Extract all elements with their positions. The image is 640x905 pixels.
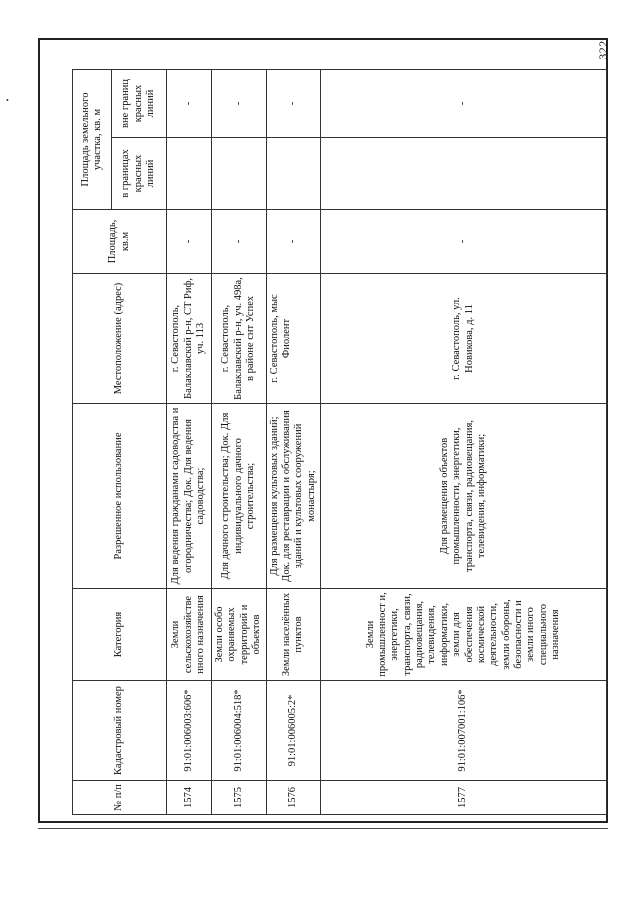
cell-permitted-use: Для ведения гражданами садоводства и огородничества; Док. Для ведения садоводства; xyxy=(167,404,212,589)
header-plot-area-group: Площадь земельного участка, кв. м xyxy=(73,69,112,209)
cell-cadastral: 91:01:007001:106* xyxy=(321,681,607,781)
cell-area: - xyxy=(321,210,607,274)
table-row xyxy=(321,69,607,814)
header-cadastral: Кадастровый номер xyxy=(73,681,167,781)
cell-location: г. Севастополь, мыс Фиолент xyxy=(266,274,321,404)
bottom-rule xyxy=(38,828,608,829)
cell-location: г. Севастополь, Балаклавский р-н, уч. 498а, в районе снт Успех xyxy=(212,274,267,404)
cell-location: г. Севастополь, ул. Новикова, д. 11 xyxy=(321,274,607,404)
table-row xyxy=(167,69,212,814)
cell-outside: - xyxy=(167,69,212,137)
table-row xyxy=(212,69,267,814)
table-row xyxy=(266,69,321,814)
cell-category: Земли сельскохозяйстве нного назначения xyxy=(167,589,212,681)
cell-permitted-use: Для дачного строительства; Док. Для индивидуального дачного строительства; xyxy=(212,404,267,589)
header-category: Категория xyxy=(73,589,167,681)
cell-area: - xyxy=(266,210,321,274)
cell-outside: - xyxy=(266,69,321,137)
header-outside-red-lines: вне границ красных линий xyxy=(112,69,167,137)
cell-outside: - xyxy=(212,69,267,137)
cell-num: 1575 xyxy=(212,781,267,815)
header-within-red-lines: в границах красных линий xyxy=(112,138,167,210)
cell-location: г. Севастополь, Балаклавский р-н, СТ Риф, уч. 113 xyxy=(167,274,212,404)
cell-area: - xyxy=(212,210,267,274)
table-header-row xyxy=(73,69,112,814)
cell-within xyxy=(266,138,321,210)
cell-within xyxy=(167,138,212,210)
cell-within xyxy=(212,138,267,210)
scan-speck: • xyxy=(6,96,9,105)
rotated-table-sheet xyxy=(72,70,607,815)
header-permitted-use: Разрешенное использование xyxy=(73,404,167,589)
cell-num: 1577 xyxy=(321,781,607,815)
page-number: 322 xyxy=(596,40,610,60)
cell-num: 1576 xyxy=(266,781,321,815)
header-area: Площадь, кв.м xyxy=(73,210,167,274)
cell-cadastral: 91:01:006004:518* xyxy=(212,681,267,781)
header-num: № п/п xyxy=(73,781,167,815)
cell-outside: - xyxy=(321,69,607,137)
cell-category: Земли населённых пунктов xyxy=(266,589,321,681)
cell-category: Земли промышленност и, энергетики, транспорта, связи, радиовещания, телевидения, информатики, земли для обеспечения космической деятельности, земли обороны, безопасности и земли иного специального назначения xyxy=(321,589,607,681)
header-location: Местоположение (адрес) xyxy=(73,274,167,404)
cell-within xyxy=(321,138,607,210)
cell-category: Земли особо охраняемых территорий и объектов xyxy=(212,589,267,681)
land-plots-table xyxy=(72,69,607,815)
cell-area: - xyxy=(167,210,212,274)
cell-permitted-use: Для размещения культовых зданий; Док. для реставрации и обслуживания зданий и культовых сооружений монастыря; xyxy=(266,404,321,589)
cell-cadastral: 91:01:006005:2* xyxy=(266,681,321,781)
cell-cadastral: 91:01:006003:606* xyxy=(167,681,212,781)
cell-permitted-use: Для размещения объектов промышленности, энергетики, транспорта, связи, радиовещания, телевидения, информатики; xyxy=(321,404,607,589)
cell-num: 1574 xyxy=(167,781,212,815)
